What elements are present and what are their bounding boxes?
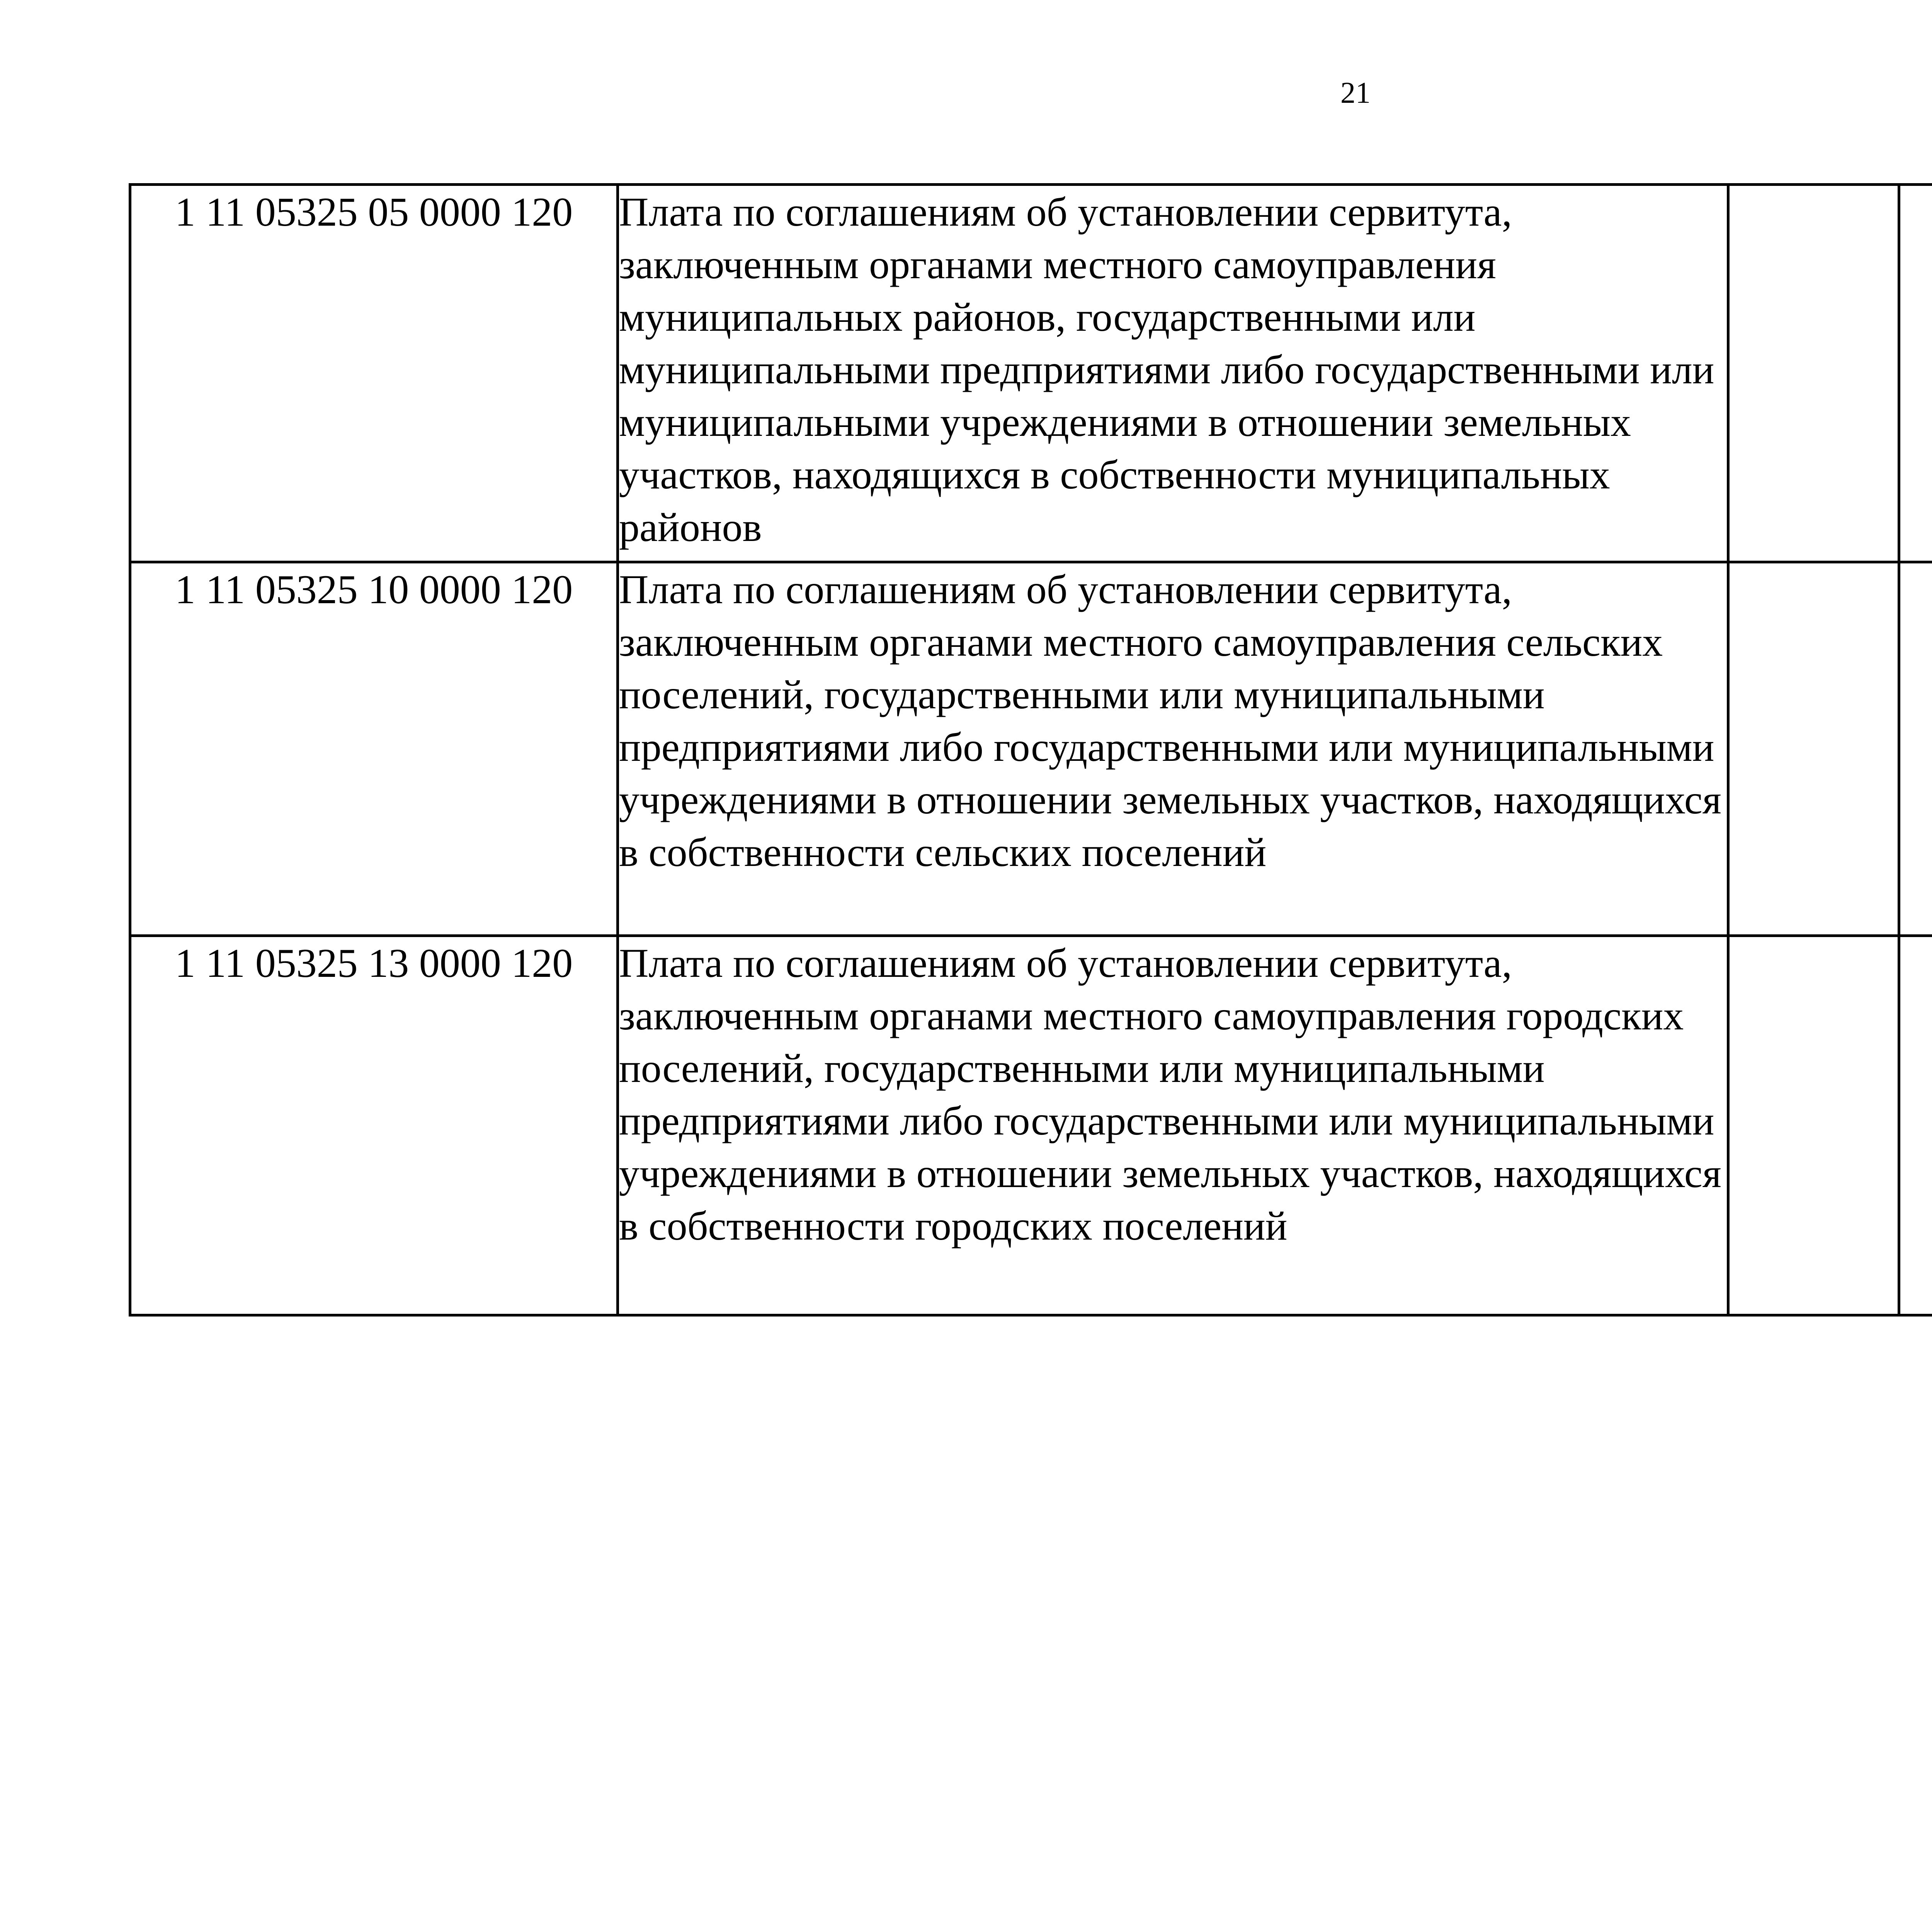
budget-code-cell: 1 11 05325 13 0000 120	[130, 936, 618, 1315]
value-cell	[1728, 185, 1899, 562]
revenue-name-cell: Плата по соглашениям об установлении сервитута, заключенным органами местного самоуправления городских поселений, государственными или муниципальными предприятиями либо государственными или муниципальными учреждениями в отношении земельных участков, находящихся в собственности городских поселений	[618, 936, 1728, 1315]
value-cell	[1728, 936, 1899, 1315]
table-row	[130, 936, 1932, 1315]
budget-code-cell: 1 11 05325 05 0000 120	[130, 185, 618, 562]
value-cell	[1728, 562, 1899, 936]
revenue-name-cell: Плата по соглашениям об установлении сервитута, заключенным органами местного самоуправления муниципальных районов, государственными или муниципальными предприятиями либо государственными или муниципальными учреждениями в отношении земельных участков, находящихся в собственности муниципальных районов	[618, 185, 1728, 562]
revenue-distribution-table	[129, 183, 1932, 1317]
page-number: 21	[1340, 76, 1371, 109]
value-cell	[1899, 185, 1932, 562]
table-row	[130, 185, 1932, 562]
value-cell	[1899, 562, 1932, 936]
budget-code-cell: 1 11 05325 10 0000 120	[130, 562, 618, 936]
value-cell	[1899, 936, 1932, 1315]
revenue-name-cell: Плата по соглашениям об установлении сервитута, заключенным органами местного самоуправления сельских поселений, государственными или муниципальными предприятиями либо государственными или муниципальными учреждениями в отношении земельных участков, находящихся в собственности сельских поселений	[618, 562, 1728, 936]
table-row	[130, 562, 1932, 936]
